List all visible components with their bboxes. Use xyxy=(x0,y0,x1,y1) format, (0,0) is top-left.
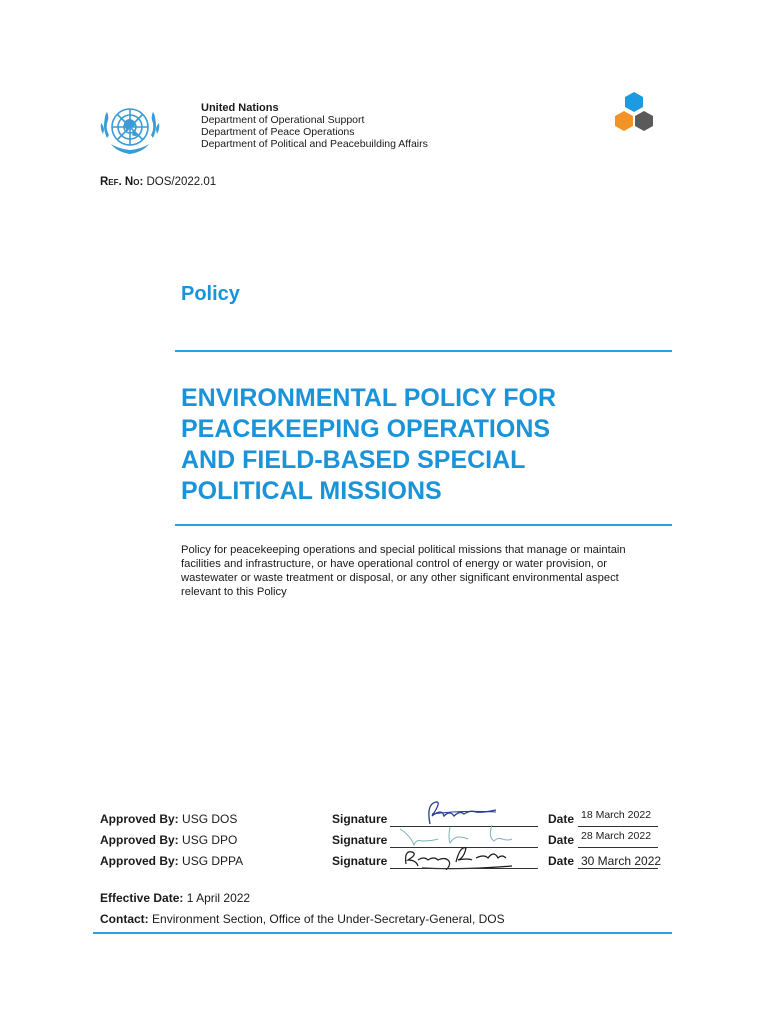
approval-row xyxy=(100,854,670,874)
approved-by-label: Approved By: xyxy=(100,833,179,847)
date-value: 28 March 2022 xyxy=(581,830,652,842)
effective-date-label: Effective Date: xyxy=(100,891,184,905)
signature-image xyxy=(392,840,532,870)
document-type: Policy xyxy=(181,283,240,305)
effective-date-value: 1 April 2022 xyxy=(186,891,251,905)
document-title xyxy=(181,383,661,507)
approved-by xyxy=(100,812,237,826)
effective-date xyxy=(100,891,250,905)
signature-label: Signature xyxy=(332,812,388,826)
reference-number xyxy=(100,176,216,188)
department-line: Department of Operational Support xyxy=(201,114,365,126)
title-line: AND FIELD-BASED SPECIAL xyxy=(181,446,526,474)
organization-header xyxy=(201,102,428,150)
reference-value: DOS/2022.01 xyxy=(146,176,217,188)
approved-by-value: USG DPO xyxy=(182,833,238,847)
date-label: Date xyxy=(548,854,575,868)
approved-by-label: Approved By: xyxy=(100,854,179,868)
department-line: Department of Peace Operations xyxy=(201,126,355,138)
approved-by-label: Approved By: xyxy=(100,812,179,826)
title-line: POLITICAL MISSIONS xyxy=(181,477,442,505)
divider-middle xyxy=(175,524,672,526)
signature-label: Signature xyxy=(332,833,388,847)
contact-label: Contact: xyxy=(100,912,149,926)
date-value: 30 March 2022 xyxy=(581,854,662,868)
date-line xyxy=(578,847,658,848)
contact xyxy=(100,912,505,926)
approvals-block xyxy=(100,809,670,876)
approved-by xyxy=(100,833,237,847)
approval-row xyxy=(100,809,670,832)
date-value: 18 March 2022 xyxy=(581,809,652,821)
hexagon-logo xyxy=(610,92,658,136)
date-label: Date xyxy=(548,812,575,826)
signature-line xyxy=(390,868,538,869)
un-emblem-logo xyxy=(97,94,163,160)
date-line xyxy=(578,826,658,827)
approval-row xyxy=(100,830,670,853)
date-line xyxy=(578,868,658,869)
policy-description: Policy for peacekeeping operations and special political missions that manage or maintain facilities and infrastructure, or have operational control of energy or water provision, or wastewater or waste treatment or disposal, or any other significant environmental aspect relevant to this Policy xyxy=(181,544,626,598)
divider-top xyxy=(175,350,672,352)
divider-bottom xyxy=(93,932,672,934)
department-line: Department of Political and Peacebuilding Affairs xyxy=(201,138,428,150)
contact-value: Environment Section, Office of the Under-Secretary-General, DOS xyxy=(152,912,505,926)
signature-label: Signature xyxy=(332,854,388,868)
title-line: ENVIRONMENTAL POLICY FOR xyxy=(181,384,557,412)
organization-name: United Nations xyxy=(201,102,279,114)
approved-by-value: USG DPPA xyxy=(182,854,244,868)
date-label: Date xyxy=(548,833,575,847)
reference-label: Ref. No: xyxy=(100,176,144,188)
title-line: PEACEKEEPING OPERATIONS xyxy=(181,415,551,443)
approved-by xyxy=(100,854,243,868)
approved-by-value: USG DOS xyxy=(182,812,238,826)
